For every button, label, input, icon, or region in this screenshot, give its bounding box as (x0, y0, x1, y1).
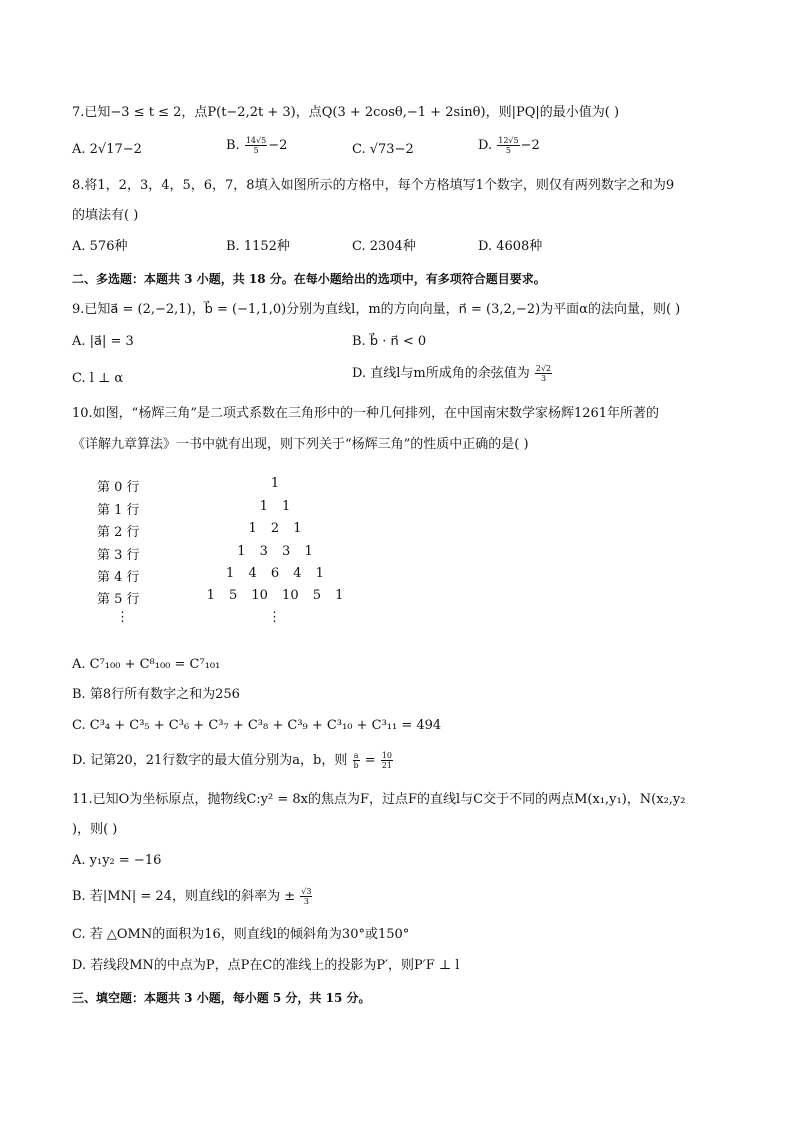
q11-option-b: B. 若|MN| = 24，则直线l的斜率为 ± $\frac{√3}{3}$ (72, 887, 312, 906)
q10-stem-line1: 10.如图，“杨辉三角”是二项式系数在三角形中的一种几何排列，在中国南宋数学家杨辉1261年所著的 (72, 406, 660, 421)
q8-option-b: B. 1152种 (226, 239, 290, 254)
triangle-row-numbers: 1 (270, 476, 280, 491)
q7-option-b: B. $\frac{14√5}{5}$ −2 (226, 136, 288, 155)
triangle-row-numbers: 1 4 6 4 1 (226, 566, 324, 581)
section-heading-fill-in: 三、填空题：本题共 3 小题，每小题 5 分，共 15 分。 (72, 991, 371, 1005)
triangle-row-label: 第 2 行 (97, 525, 140, 540)
q9-option-b: B. b⃗ · n⃗ < 0 (352, 334, 427, 349)
triangle-row-label: 第 5 行 (97, 592, 140, 607)
section-heading-multi-choice: 二、多选题：本题共 3 小题，共 18 分。在每小题给出的选项中，有多项符合题目要求。 (72, 272, 546, 286)
q7-stem: 7.已知−3 ≤ t ≤ 2，点P(t−2,2t + 3)，点Q(3 + 2cosθ,−1 + 2sinθ)，则|PQ|的最小值为( ) (72, 105, 620, 120)
q10-stem-line2: 《详解九章算法》一书中就有出现，则下列关于“杨辉三角”的性质中正确的是( ) (72, 437, 529, 452)
q8-option-d: D. 4608种 (478, 239, 543, 254)
q11-option-a: A. y₁y₂ = −16 (72, 853, 162, 868)
q8-option-a: A. 576种 (72, 239, 128, 254)
triangle-row-label: 第 0 行 (97, 480, 140, 495)
triangle-row-label: 第 4 行 (97, 570, 140, 585)
q10-option-a: A. C⁷₁₀₀ + C⁸₁₀₀ = C⁷₁₀₁ (72, 657, 221, 672)
q8-stem-line1: 8.将1，2，3，4，5，6，7，8填入如图所示的方格中，每个方格填写1个数字，则仅有两列数字之和为9 (72, 178, 675, 193)
triangle-ellipsis-left: ⋮ (116, 610, 129, 625)
q9-option-a: A. |a⃗| = 3 (72, 334, 134, 349)
q11-stem-line2: )，则( ) (72, 822, 118, 837)
triangle-ellipsis-center: ⋮ (268, 610, 281, 625)
q7-option-c: C. √73−2 (352, 142, 414, 157)
q7-option-a: A. 2√17−2 (72, 142, 142, 157)
q9-stem: 9.已知a⃗ = (2,−2,1)，b⃗ = (−1,1,0)分别为直线l，m的方向向量，n⃗ = (3,2,−2)为平面α的法向量，则( ) (72, 302, 681, 317)
q9-option-d: D. 直线l与m所成角的余弦值为 $\frac{2√2}{3}$ (352, 364, 552, 383)
q11-stem-line1: 11.已知O为坐标原点，抛物线C:y² = 8x的焦点为F，过点F的直线l与C交于不同的两点M(x₁,y₁)，N(x₂,y₂ (72, 792, 686, 807)
q8-stem-line2: 的填法有( ) (72, 208, 139, 223)
q11-option-c: C. 若 △OMN的面积为16，则直线l的倾斜角为30°或150° (72, 927, 410, 942)
q8-option-c: C. 2304种 (352, 239, 416, 254)
triangle-row-label: 第 3 行 (97, 548, 140, 563)
triangle-row-numbers: 1 5 10 10 5 1 (206, 588, 344, 603)
q11-option-d: D. 若线段MN的中点为P，点P在C的准线上的投影为P′，则P′F ⊥ l (72, 958, 460, 973)
q7-option-d: D. $\frac{12√5}{5}$ −2 (478, 136, 540, 155)
q10-option-b: B. 第8行所有数字之和为256 (72, 687, 240, 702)
triangle-row-numbers: 1 1 (259, 499, 291, 514)
triangle-row-numbers: 1 3 3 1 (237, 544, 313, 559)
q10-option-c: C. C³₄ + C³₅ + C³₆ + C³₇ + C³₈ + C³₉ + C³₁₀ + C³₁₁ = 494 (72, 718, 442, 733)
q9-option-c: C. l ⊥ α (72, 371, 124, 386)
triangle-row-label: 第 1 行 (97, 503, 140, 518)
triangle-row-numbers: 1 2 1 (248, 521, 302, 536)
q10-option-d: D. 记第20，21行数字的最大值分别为a，b，则 $\frac{a}{b}$ = $\frac{10}{21}$ (72, 751, 393, 770)
